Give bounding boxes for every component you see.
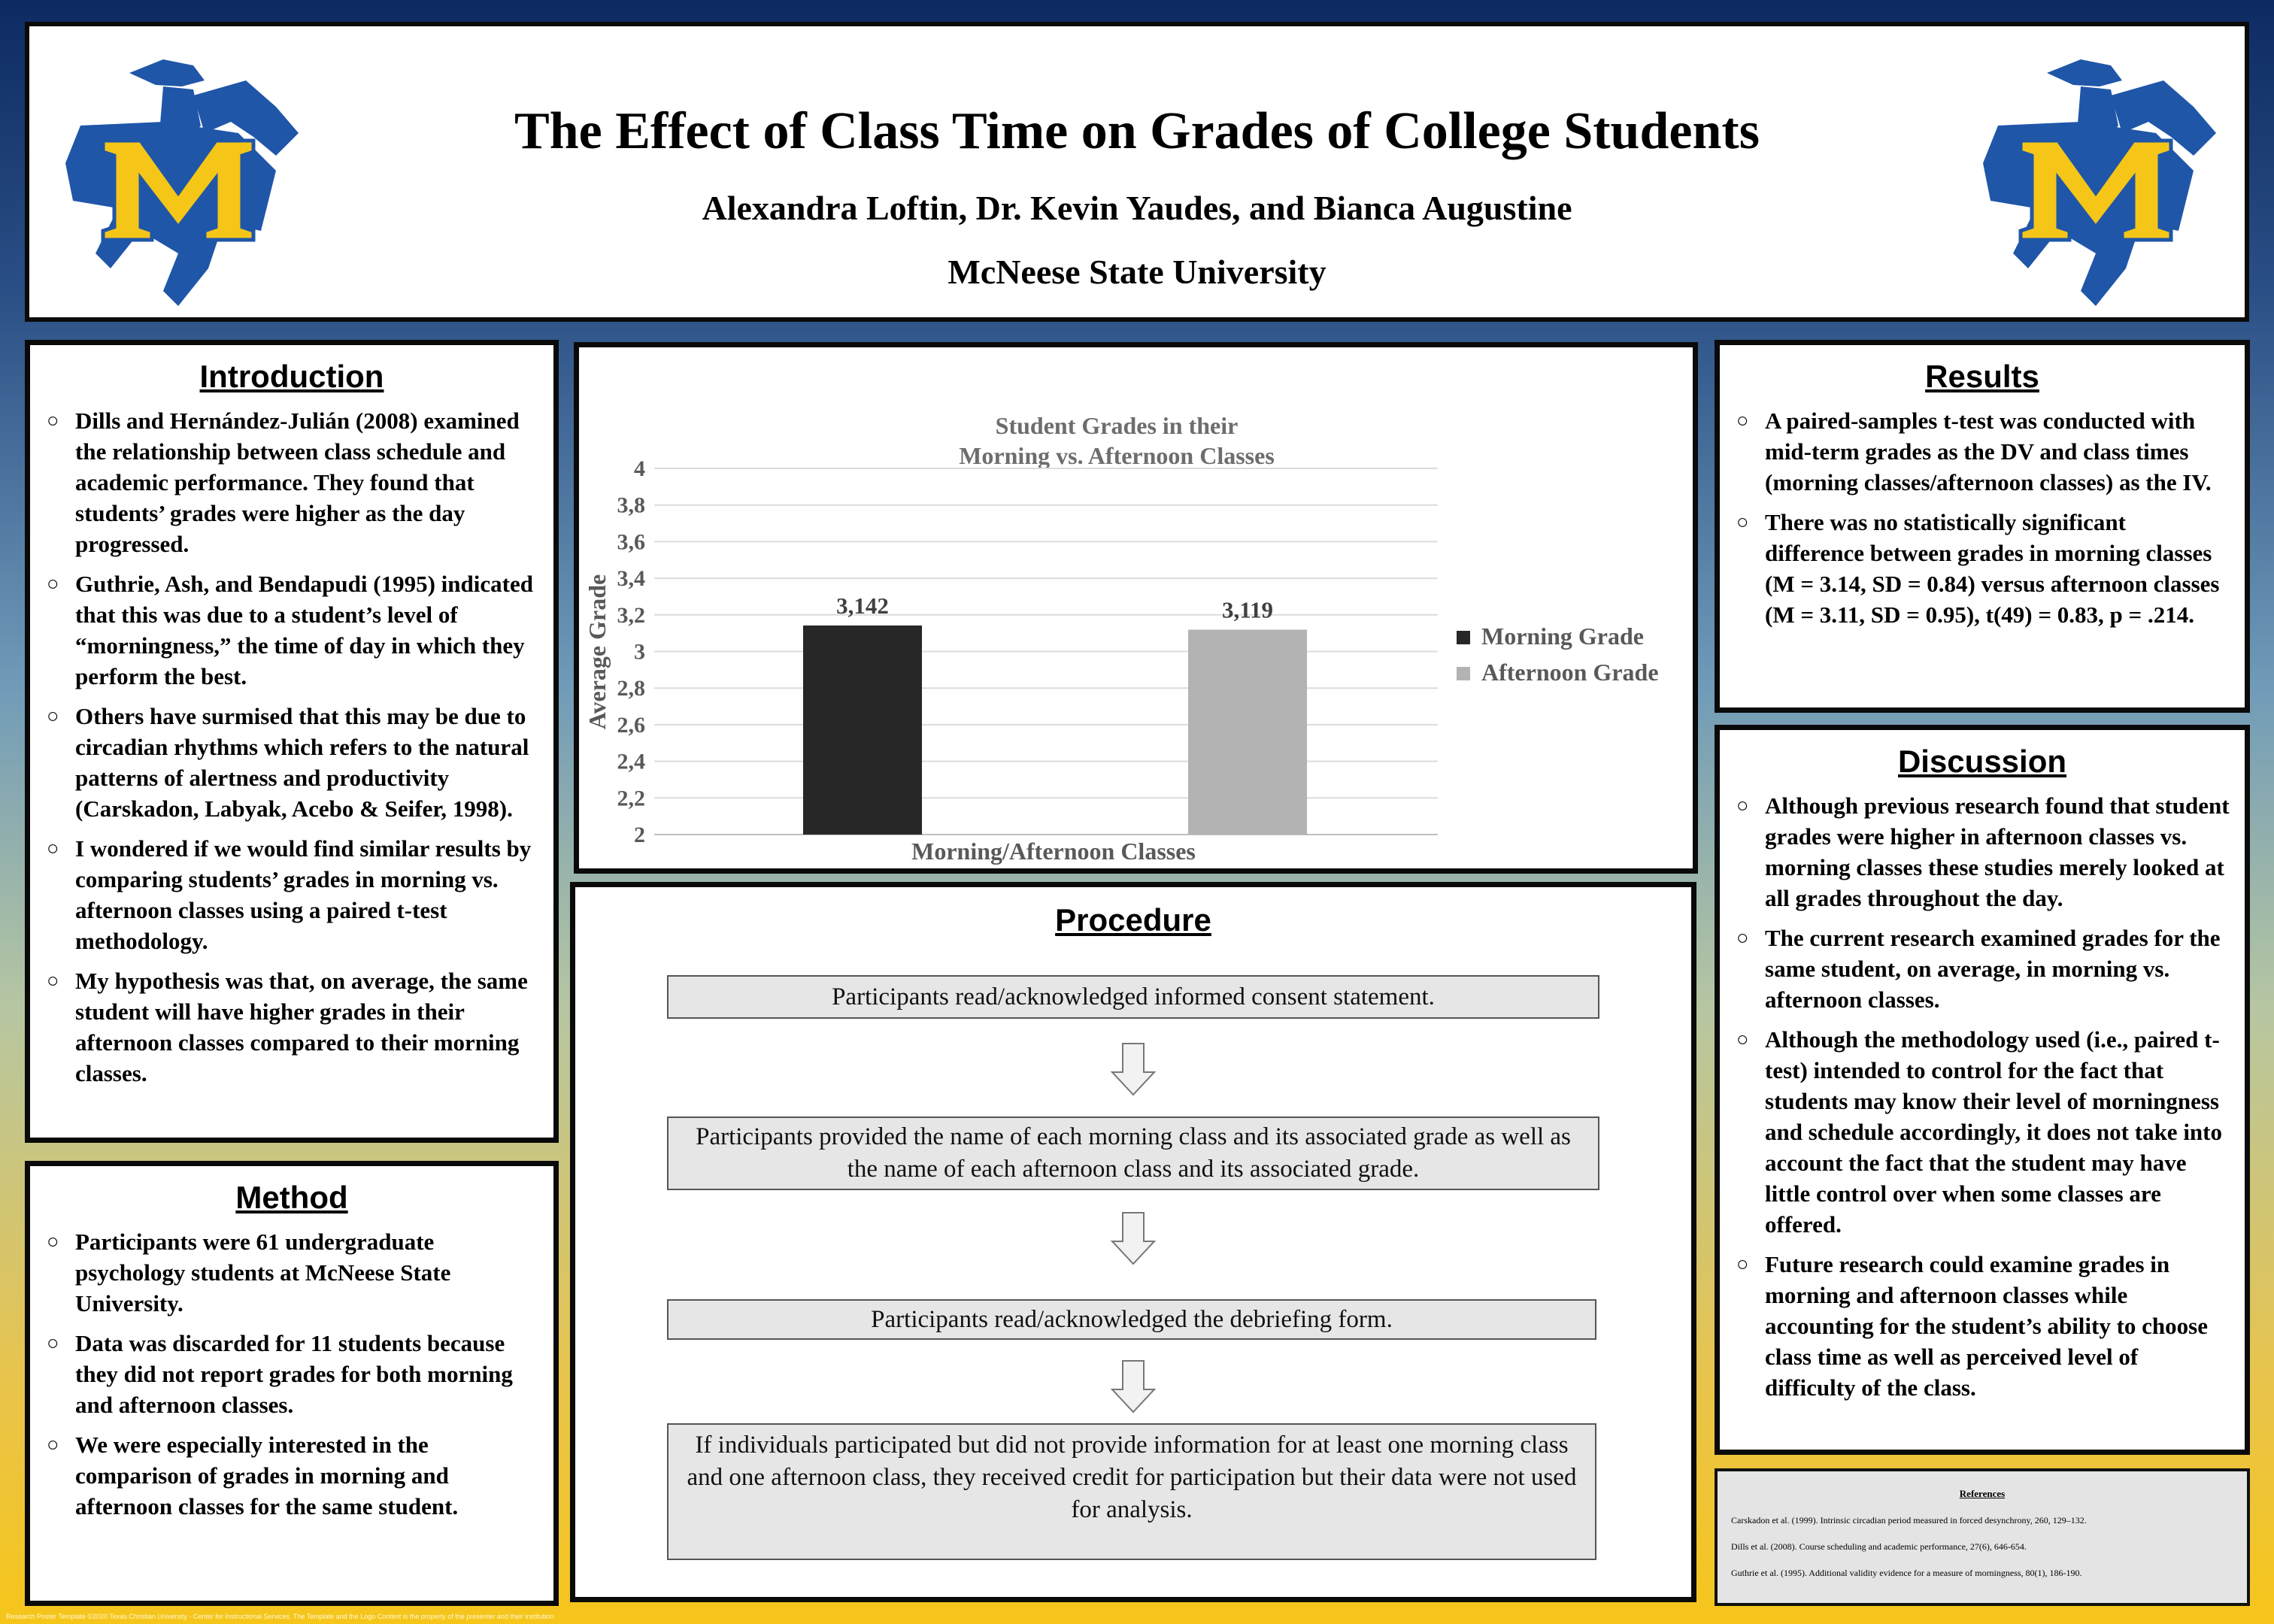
cowboy-logo-icon <box>1968 43 2224 314</box>
y-tick-label: 3,2 <box>617 602 645 628</box>
legend-swatch <box>1457 631 1470 644</box>
list-item: ○ A paired-samples t-test was conducted with mid-term grades as the DV and class times (morning classes/afternoon classes) as the IV. <box>1736 405 2230 498</box>
y-tick-label: 2,2 <box>617 786 645 811</box>
reference-item: Guthrie et al. (1995). Additional validity evidence for a measure of morningness, 80(1), 186-190. <box>1731 1568 2082 1578</box>
method-panel <box>25 1161 559 1606</box>
bar-chart <box>579 347 1693 868</box>
y-tick-label: 2,4 <box>617 749 645 774</box>
legend-swatch <box>1457 667 1470 680</box>
list-item: ○ Future research could examine grades in morning and afternoon classes while accounting for the student’s ability to choose class time as well as perceived level of difficulty of the class. <box>1736 1249 2230 1403</box>
list-item: ○ There was no statistically significant difference between grades in morning classes (M = 3.14, SD = 0.84) versus afternoon classes (M = 3.11, SD = 0.95), t(49) = 0.83, p = .214. <box>1736 507 2230 630</box>
results-title: Results <box>1925 359 2039 394</box>
data-label: 3,119 <box>1221 596 1274 623</box>
references-title: References <box>1959 1488 2006 1499</box>
procedure-panel <box>570 882 1696 1602</box>
procedure-step-4: If individuals participated but did not provide information for at least one morning class and one afternoon class, they received credit for participation but their data were not used for analysis. <box>667 1423 1596 1560</box>
arrow-down-icon <box>1111 1042 1156 1096</box>
list-item: ○ Others have surmised that this may be due to circadian rhythms which refers to the natural patterns of alertness and productivity (Carskadon, Labyak, Acebo & Seifer, 1998). <box>47 701 538 824</box>
y-tick-label: 3,6 <box>617 529 645 555</box>
list-item: ○ We were especially interested in the comparison of grades in morning and afternoon classes for the same student. <box>47 1429 538 1522</box>
list-item: ○ Data was discarded for 11 students because they did not report grades for both morning and afternoon classes. <box>47 1328 538 1420</box>
references-panel <box>1715 1468 2250 1606</box>
poster-header <box>25 22 2249 322</box>
poster-title: The Effect of Class Time on Grades of College Students <box>514 102 1760 160</box>
legend-entry: Afternoon Grade <box>1481 659 1659 686</box>
arrow-down-icon <box>1111 1211 1156 1265</box>
legend-entry: Morning Grade <box>1481 623 1644 650</box>
method-title: Method <box>235 1180 348 1215</box>
footer-text: Research Poster Template ©2020 Texas Christian University - Center for Instructional Services. The Template and the Logo Content is the property of the presenter and their institution <box>6 1613 554 1620</box>
chart-title-line-1: Student Grades in their <box>995 412 1239 439</box>
y-tick-label: 2 <box>634 823 645 847</box>
procedure-step-3: Participants read/acknowledged the debriefing form. <box>667 1299 1596 1340</box>
discussion-panel <box>1715 725 2250 1455</box>
list-item: ○ Although the methodology used (i.e., paired t-test) intended to control for the fact that students may know their level of morningness and schedule accordingly, it does not take into account the fact that the student may have little control over when some classes are offered. <box>1736 1024 2230 1240</box>
introduction-panel <box>25 340 559 1143</box>
discussion-list <box>1720 790 2245 1403</box>
list-item: ○ My hypothesis was that, on average, the same student will have higher grades in their afternoon classes compared to their morning classes. <box>47 965 538 1089</box>
discussion-title: Discussion <box>1897 744 2067 779</box>
y-tick-label: 3,8 <box>617 492 645 518</box>
chart-title-line-2: Morning vs. Afternoon Classes <box>959 442 1275 469</box>
method-list <box>30 1226 553 1522</box>
bar-afternoon <box>1188 630 1307 835</box>
bar-morning <box>803 626 922 835</box>
arrow-down-icon <box>1111 1359 1156 1413</box>
introduction-list <box>30 405 553 1089</box>
list-item: ○ Although previous research found that student grades were higher in afternoon classes vs. morning classes these studies merely looked at all grades throughout the day. <box>1736 790 2230 914</box>
chart-panel <box>574 342 1698 874</box>
procedure-step-2: Participants provided the name of each morning class and its associated grade as well as the name of each afternoon class and its associated grade. <box>667 1116 1599 1190</box>
data-label: 3,142 <box>836 592 889 619</box>
introduction-title: Introduction <box>199 359 384 394</box>
y-tick-label: 2,8 <box>617 676 645 701</box>
list-item: ○ Participants were 61 undergraduate psychology students at McNeese State University. <box>47 1226 538 1319</box>
results-panel <box>1715 340 2250 713</box>
results-list <box>1720 405 2245 630</box>
reference-item: Carskadon et al. (1999). Intrinsic circadian period measured in forced desynchrony, 260, 129–132. <box>1731 1515 2087 1526</box>
procedure-step-1: Participants read/acknowledged informed consent statement. <box>667 975 1599 1019</box>
reference-item: Dills et al. (2008). Course scheduling and academic performance, 27(6), 646-654. <box>1731 1541 2027 1552</box>
x-axis-label: Morning/Afternoon Classes <box>911 838 1196 865</box>
list-item: ○ The current research examined grades for the same student, on average, in morning vs. afternoon classes. <box>1736 923 2230 1015</box>
list-item: ○ I wondered if we would find similar results by comparing students’ grades in morning vs. afternoon classes using a paired t-test methodology. <box>47 833 538 956</box>
list-item: ○ Guthrie, Ash, and Bendapudi (1995) indicated that this was due to a student’s level of “morningness,” the time of day in which they perform the best. <box>47 568 538 692</box>
procedure-title: Procedure <box>1055 902 1211 938</box>
poster-university: McNeese State University <box>948 253 1326 291</box>
y-axis-label: Average Grade <box>584 574 611 730</box>
list-item: ○ Dills and Hernández-Julián (2008) examined the relationship between class schedule and academic performance. They found that students’ grades were higher as the day progressed. <box>47 405 538 559</box>
y-tick-label: 2,6 <box>617 712 645 738</box>
y-tick-label: 3,4 <box>617 566 645 592</box>
y-tick-label: 4 <box>634 456 645 481</box>
poster-authors: Alexandra Loftin, Dr. Kevin Yaudes, and Bianca Augustine <box>702 189 1572 227</box>
y-tick-label: 3 <box>634 639 645 665</box>
